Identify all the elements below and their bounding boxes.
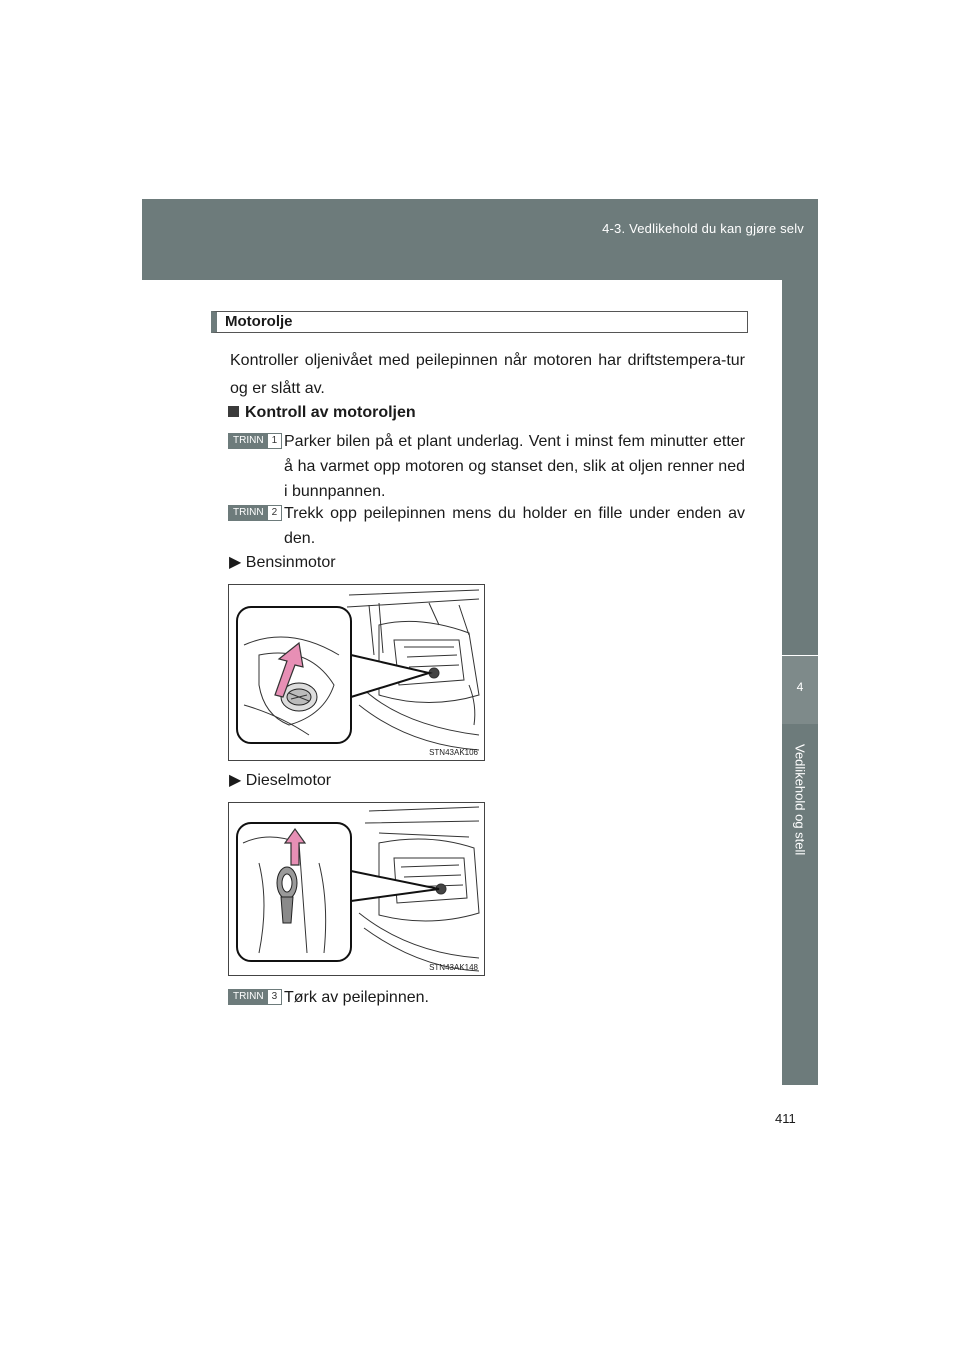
petrol-engine-illustration [229,585,484,760]
section-heading: Motorolje [211,311,748,333]
bullet-diesel-text: Dieselmotor [245,772,332,789]
step-text-1: Parker bilen på et plant underlag. Vent i minst fem minutter etter å ha varmet opp motoren og stanset den, slik at oljen renner ned i bunnpannen. [284,433,745,500]
figure-petrol-engine [228,584,485,761]
page-number: 411 [775,1111,796,1126]
subheading-text: Kontroll av motoroljen [245,404,416,421]
bullet-petrol-text: Bensinmotor [245,554,336,571]
bullet-petrol [229,552,336,572]
chapter-title-tab [782,724,818,924]
header-bar [142,199,818,280]
chapter-number: 4 [782,656,818,724]
side-tab-top [782,280,818,655]
figure-code: STN43AK106 [429,748,478,757]
section-title: 4-3. Vedlikehold du kan gjøre selv [602,221,804,236]
step-badge-1 [228,433,282,449]
chapter-title: Vedlikehold og stell [792,744,808,856]
figure-diesel-engine [228,802,485,976]
step-number: 1 [268,434,282,448]
bullet-diesel [229,770,331,790]
step-label: TRINN [229,434,268,448]
triangle-right-icon: ▶ [229,772,242,789]
step-text-3: Tørk av peilepinnen. [284,989,429,1006]
step-badge-3 [228,989,282,1005]
step-number: 3 [268,990,282,1004]
figure-code: STN43AK148 [429,963,478,972]
square-bullet-icon [228,406,239,417]
step-label: TRINN [229,990,268,1004]
subheading [228,404,416,422]
triangle-right-icon: ▶ [229,554,242,571]
diesel-engine-illustration [229,803,484,975]
step-label: TRINN [229,506,268,520]
step-text-2: Trekk opp peilepinnen mens du holder en fille under enden av den. [284,505,745,547]
step-number: 2 [268,506,282,520]
step-badge-2 [228,505,282,521]
intro-text: Kontroller oljenivået med peilepinnen når motoren har driftstempera-tur og er slått av. [230,352,745,397]
